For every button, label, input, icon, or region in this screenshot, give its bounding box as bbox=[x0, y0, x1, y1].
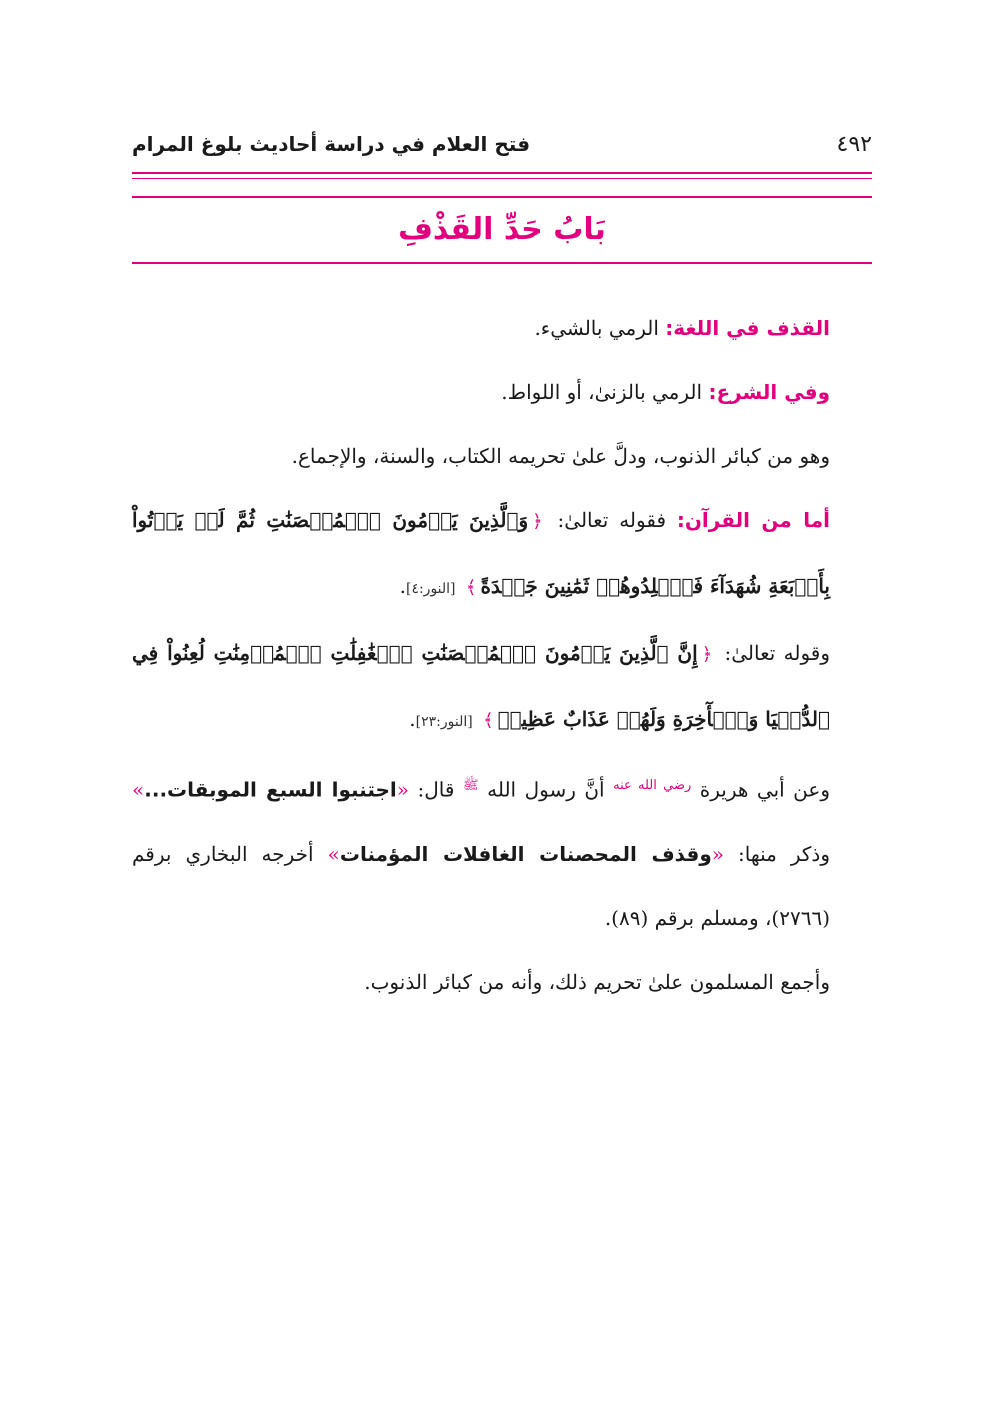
term-sharia: وفي الشرع: bbox=[708, 380, 830, 404]
body-text bbox=[132, 296, 872, 1014]
hadith-narration-start: وعن أبي هريرة bbox=[691, 777, 830, 802]
hadith-said: قال: bbox=[409, 777, 463, 802]
quote-close: » bbox=[327, 841, 340, 866]
blessing-companion: رضي الله عنه bbox=[613, 778, 692, 793]
ornament-open-icon: ﴿ bbox=[701, 644, 713, 665]
paragraph-definition-language bbox=[132, 296, 872, 360]
page bbox=[132, 120, 872, 1014]
hadith-text-1: اجتنبوا السبع الموبقات... bbox=[144, 777, 397, 802]
consensus-text: وأجمع المسلمون علىٰ تحريم ذلك، وأنه من كبائر الذنوب. bbox=[364, 969, 830, 994]
paragraph-quran-evidence-2 bbox=[132, 621, 872, 754]
term-language: القذف في اللغة: bbox=[665, 316, 830, 340]
book-title: فتح العلام في دراسة أحاديث بلوغ المرام bbox=[132, 132, 531, 156]
verse-reference: [النور:٤] bbox=[405, 581, 456, 597]
sentence-end: . bbox=[409, 707, 416, 731]
ornament-close-icon: ﴾ bbox=[465, 577, 477, 598]
paragraph-definition-sharia bbox=[132, 360, 872, 424]
page-number: ٤٩٢ bbox=[836, 132, 872, 157]
definition-sharia: الرمي بالزنىٰ، أو اللواط. bbox=[501, 380, 709, 404]
verse-reference: [النور:٢٣] bbox=[415, 714, 473, 730]
ruling-text: وهو من كبائر الذنوب، ودلَّ علىٰ تحريمه الكتاب، والسنة، والإجماع. bbox=[291, 444, 830, 468]
blessing-prophet: ﷺ bbox=[462, 778, 479, 793]
quran-intro: فقوله تعالىٰ: bbox=[546, 508, 677, 532]
hadith-text-2: وقذف المحصنات الغافلات المؤمنات bbox=[339, 841, 712, 866]
hadith-mentioned: وذكر منها: bbox=[724, 841, 830, 866]
running-header bbox=[132, 120, 872, 176]
quran-verse-nur-4: وَٱلَّذِينَ يَرۡمُونَ ٱلۡمُحۡصَنَٰتِ ثُمَّ لَمۡ يَأۡتُواْ بِأَرۡبَعَةِ شُهَدَآءَ فَٱجۡلِدُوهُمۡ ثَمَٰنِينَ جَلۡدَةً bbox=[132, 508, 830, 598]
chapter-heading-box bbox=[132, 196, 872, 264]
paragraph-hadith-evidence bbox=[132, 754, 872, 950]
chapter-title: بَابُ حَدِّ القَذْفِ bbox=[398, 212, 606, 247]
hadith-narration-mid: أنَّ رسول الله bbox=[478, 777, 614, 802]
quote-open: « bbox=[396, 777, 409, 802]
hadith-source: أخرجه البخاري برقم (٢٧٦٦)، ومسلم برقم (٨٩). bbox=[132, 841, 830, 930]
paragraph-ruling bbox=[132, 424, 872, 488]
header-rule-bottom bbox=[132, 178, 872, 179]
term-quran: أما من القرآن: bbox=[676, 508, 830, 532]
quran-verse-nur-23: إِنَّ ٱلَّذِينَ يَرۡمُونَ ٱلۡمُحۡصَنَٰتِ ٱلۡغَٰفِلَٰتِ ٱلۡمُؤۡمِنَٰتِ لُعِنُواْ فِي ٱلدُّنۡيَا وَٱلۡأٓخِرَةِ وَلَهُمۡ عَذَابٌ عَظِيمٞ bbox=[132, 641, 830, 731]
sentence-end: . bbox=[399, 574, 406, 598]
quote-close: » bbox=[132, 777, 145, 802]
paragraph-consensus bbox=[132, 950, 872, 1014]
quran-intro-2: وقوله تعالىٰ: bbox=[716, 641, 830, 665]
paragraph-quran-evidence bbox=[132, 488, 872, 621]
definition-language: الرمي بالشيء. bbox=[534, 316, 666, 340]
ornament-close-icon: ﴾ bbox=[483, 710, 494, 731]
quote-open: « bbox=[711, 841, 725, 866]
ornament-open-icon: ﴿ bbox=[532, 511, 543, 532]
header-rule-top bbox=[132, 172, 872, 174]
